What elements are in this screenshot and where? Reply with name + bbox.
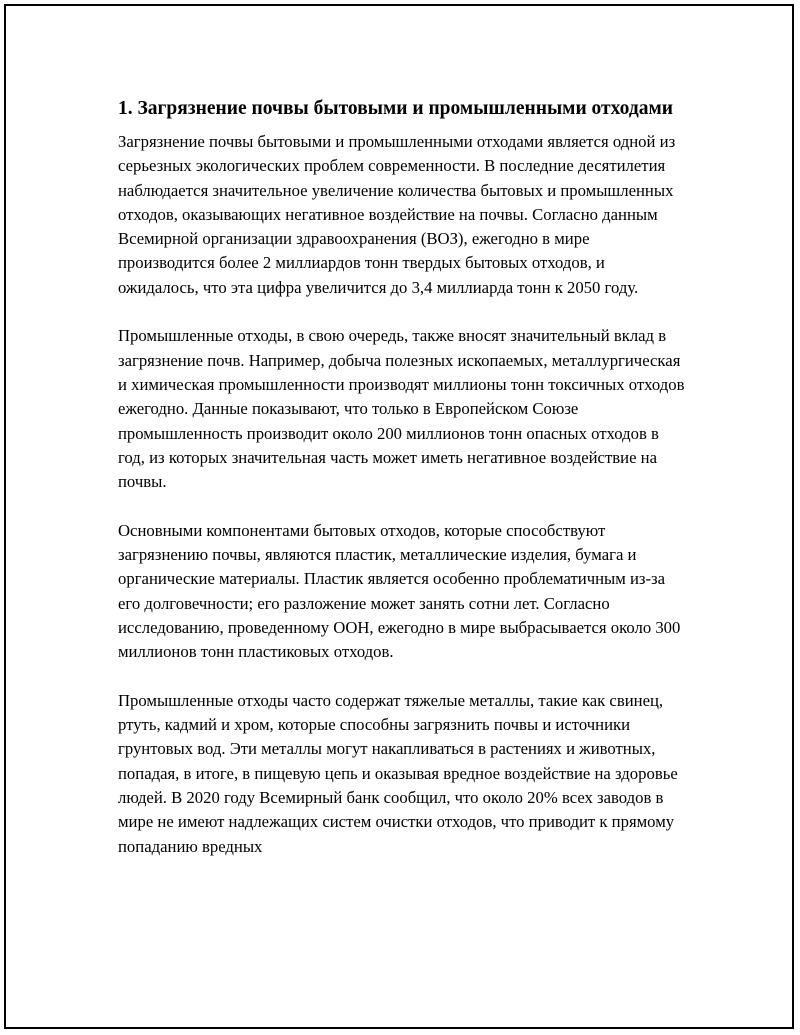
paragraph-1: Загрязнение почвы бытовыми и промышленными отходами является одной из серьезных экологических проблем современности. В последние десятилетия наблюдается значительное увеличение количества бытовых и промышленных отходов, оказывающих негативное воздействие на почвы. Согласно данным Всемирной организации здравоохранения (ВОЗ), ежегодно в мире производится более 2 миллиардов тонн твердых бытовых отходов, и ожидалось, что эта цифра увеличится до 3,4 миллиарда тонн к 2050 году.	[118, 132, 676, 297]
document-body	[118, 95, 688, 883]
section-heading: 1. Загрязнение почвы бытовыми и промышленными отходами	[118, 98, 673, 119]
paragraph-4: Промышленные отходы часто содержат тяжелые металлы, такие как свинец, ртуть, кадмий и хром, которые способны загрязнить почвы и источники грунтовых вод. Эти металлы могут накапливаться в растениях и животных, попадая, в итоге, в пищевую цепь и оказывая вредное воздействие на здоровье людей. В 2020 году Всемирный банк сообщил, что около 20% всех заводов в мире не имеют надлежащих систем очистки отходов, что приводит к прямому попаданию вредных	[118, 690, 678, 856]
paragraph-2: Промышленные отходы, в свою очередь, также вносят значительный вклад в загрязнение почв. Например, добыча полезных ископаемых, металлургическая и химическая промышленности производят миллионы тонн токсичных отходов ежегодно. Данные показывают, что только в Европейском Союзе промышленность производит около 200 миллионов тонн опасных отходов в год, из которых значительная часть может иметь негативное воздействие на почвы.	[118, 326, 685, 492]
paragraph-3: Основными компонентами бытовых отходов, которые способствуют загрязнению почвы, являются пластик, металлические изделия, бумага и органические материалы. Пластик является особенно проблематичным из-за его долговечности; его разложение может занять сотни лет. Согласно исследованию, проведенному ООН, ежегодно в мире выбрасывается около 300 миллионов тонн пластиковых отходов.	[118, 520, 681, 662]
